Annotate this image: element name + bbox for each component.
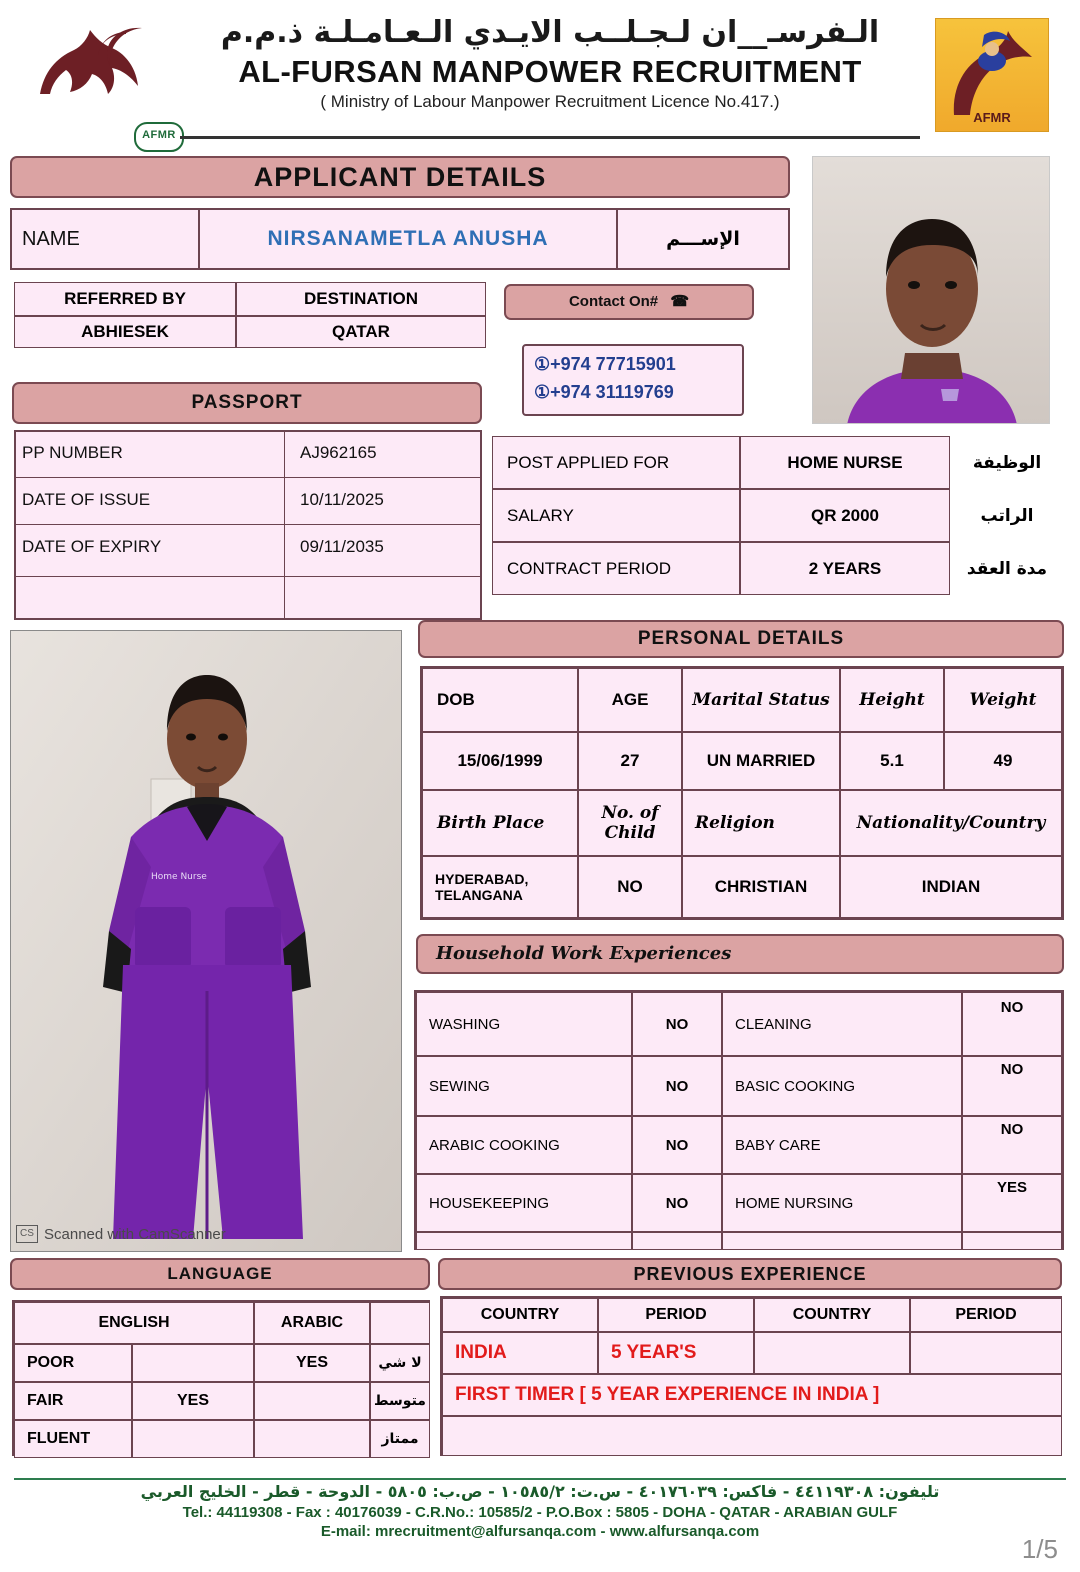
contract-period-label: CONTRACT PERIOD — [492, 542, 740, 595]
household-empty-cell-2 — [632, 1232, 722, 1250]
household-label-washing: WASHING — [416, 992, 632, 1056]
household-empty-cell-4 — [962, 1232, 1062, 1250]
height-value: 5.1 — [840, 732, 944, 790]
prev-experience-empty-row — [442, 1416, 1062, 1456]
applicant-details-title: APPLICANT DETAILS — [10, 156, 790, 198]
prev-period-2-value — [910, 1332, 1062, 1374]
language-col-english: ENGLISH — [14, 1302, 254, 1344]
household-empty-cell-1 — [416, 1232, 632, 1250]
salary-value: QR 2000 — [740, 489, 950, 542]
post-applied-value: HOME NURSE — [740, 436, 950, 489]
contract-period-arabic: مدة العقد — [966, 558, 1048, 579]
contract-period-value: 2 YEARS — [740, 542, 950, 595]
contract-period-row — [492, 542, 1064, 595]
household-work-title: Household Work Experiences — [416, 934, 1064, 974]
full-body-photo-illustration — [11, 631, 402, 1252]
applicant-photo-full — [10, 630, 402, 1252]
pp-number-label: PP NUMBER — [22, 443, 123, 462]
personal-details-table — [420, 666, 1064, 920]
household-label-home-nursing: HOME NURSING — [722, 1174, 962, 1232]
dob-value: 15/06/1999 — [422, 732, 578, 790]
marital-status-value: UN MARRIED — [682, 732, 840, 790]
language-english-fair: YES — [132, 1382, 254, 1420]
prev-header-country-2: COUNTRY — [754, 1298, 910, 1332]
salary-arabic: الراتب — [980, 505, 1034, 526]
company-name-english: AL-FURSAN MANPOWER RECRUITMENT — [238, 54, 862, 89]
prev-country-1-value: INDIA — [442, 1332, 598, 1374]
nationality-header: Nationality/Country — [840, 790, 1062, 856]
afmr-badge-left: AFMR — [134, 122, 184, 152]
pp-number-value: AJ962165 — [300, 443, 377, 462]
afmr-badge-right: AFMR — [973, 110, 1011, 125]
children-value: NO — [578, 856, 682, 918]
household-value-washing: NO — [632, 992, 722, 1056]
household-value-baby-care: NO — [962, 1116, 1062, 1174]
portrait-photo-illustration — [813, 157, 1050, 424]
household-label-basic-cooking: BASIC COOKING — [722, 1056, 962, 1116]
document-footer — [0, 1482, 1080, 1544]
page-number: 1/5 — [1021, 1534, 1058, 1564]
applicant-photo-portrait — [812, 156, 1050, 424]
prev-header-country-1: COUNTRY — [442, 1298, 598, 1332]
household-value-sewing: NO — [632, 1056, 722, 1116]
dob-header: DOB — [422, 668, 578, 732]
prev-header-period-1: PERIOD — [598, 1298, 754, 1332]
footer-divider — [14, 1478, 1066, 1480]
header-titles — [180, 14, 920, 112]
passport-title: PASSPORT — [12, 382, 482, 424]
camscanner-text: Scanned with CamScanner — [44, 1225, 226, 1243]
footer-email: E-mail: mrecruitment@alfursanqa.com - www.alfursanqa.com — [320, 1523, 760, 1540]
marital-status-header: Marital Status — [682, 668, 840, 732]
prev-period-1-value: 5 YEAR'S — [598, 1332, 754, 1374]
language-arabic-label-poor: لا شي — [370, 1344, 430, 1382]
children-header: No. of Child — [578, 790, 682, 856]
footer-english: Tel.: 44119308 - Fax : 40176039 - C.R.No.: 10585/2 - P.O.Box : 5805 - DOHA - QATAR - ARABIAN GULF — [182, 1504, 898, 1521]
destination-value: QATAR — [236, 316, 486, 348]
camscanner-watermark — [16, 1222, 276, 1246]
language-level-fluent: FLUENT — [14, 1420, 132, 1458]
language-level-poor: POOR — [14, 1344, 132, 1382]
destination-label: DESTINATION — [236, 282, 486, 316]
household-value-arabic-cooking: NO — [632, 1116, 722, 1174]
document-header — [0, 0, 1080, 140]
language-arabic-label-fair: متوسط — [370, 1382, 430, 1420]
household-label-baby-care: BABY CARE — [722, 1116, 962, 1174]
passport-column-divider — [284, 430, 285, 620]
language-english-fluent — [132, 1420, 254, 1458]
nationality-value: INDIAN — [840, 856, 1062, 918]
horse-logo-icon — [30, 24, 150, 104]
referred-by-label: REFERRED BY — [14, 282, 236, 316]
previous-experience-title: PREVIOUS EXPERIENCE — [438, 1258, 1062, 1290]
religion-header: Religion — [682, 790, 840, 856]
prev-experience-note: FIRST TIMER [ 5 YEAR EXPERIENCE IN INDIA ] — [442, 1374, 1062, 1416]
language-col-arabic-blank — [370, 1302, 430, 1344]
pp-issue-value: 10/11/2025 — [300, 490, 384, 509]
language-level-fair: FAIR — [14, 1382, 132, 1420]
contact-title — [504, 284, 754, 320]
household-value-housekeeping: NO — [632, 1174, 722, 1232]
language-english-poor — [132, 1344, 254, 1382]
personal-details-title: PERSONAL DETAILS — [418, 620, 1064, 658]
camscanner-badge: CS — [16, 1225, 38, 1243]
household-value-home-nursing: YES — [962, 1174, 1062, 1232]
household-label-cleaning: CLEANING — [722, 992, 962, 1056]
household-empty-cell-3 — [722, 1232, 962, 1250]
name-value: NIRSANAMETLA ANUSHA — [267, 227, 549, 250]
name-label-arabic: الإســـم — [666, 228, 740, 250]
pp-expiry-label: DATE OF EXPIRY — [22, 537, 162, 556]
phone-icon: ☎ — [670, 293, 690, 310]
footer-arabic: تليفون: ٤٤١١٩٣٠٨ - فاكس: ٤٠١٧٦٠٣٩ - س.ت: ١٠٥٨٥/٢ - ص.ب: ٥٨٠٥ - الدوحة - قطر - الخليج العربي — [140, 1482, 940, 1501]
household-label-housekeeping: HOUSEKEEPING — [416, 1174, 632, 1232]
age-header: AGE — [578, 668, 682, 732]
religion-value: CHRISTIAN — [682, 856, 840, 918]
referred-by-value: ABHIESEK — [14, 316, 236, 348]
salary-label: SALARY — [492, 489, 740, 542]
household-value-basic-cooking: NO — [962, 1056, 1062, 1116]
prev-country-2-value — [754, 1332, 910, 1374]
height-header: Height — [840, 668, 944, 732]
language-arabic-fair — [254, 1382, 370, 1420]
language-arabic-poor: YES — [254, 1344, 370, 1382]
language-title: LANGUAGE — [10, 1258, 430, 1290]
header-divider — [180, 136, 920, 139]
phone-number-1: ①+974 77715901 — [534, 354, 676, 374]
passport-row-divider-1 — [14, 477, 482, 478]
pp-expiry-value: 09/11/2035 — [300, 537, 384, 556]
weight-header: Weight — [944, 668, 1062, 732]
weight-value: 49 — [944, 732, 1062, 790]
company-logo-right — [935, 18, 1049, 132]
language-table — [12, 1300, 430, 1456]
language-arabic-fluent — [254, 1420, 370, 1458]
pp-issue-label: DATE OF ISSUE — [22, 490, 151, 509]
age-value: 27 — [578, 732, 682, 790]
previous-experience-table — [440, 1296, 1062, 1456]
passport-row-divider-3 — [14, 576, 482, 577]
birth-place-value: HYDERABAD, TELANGANA — [422, 856, 578, 918]
svg-text:Home Nurse: Home Nurse — [151, 872, 207, 882]
company-name-arabic: الـفرسـ__ان لـجـلــب الايـدي الـعـامـلـة ذ.م.م — [220, 15, 880, 50]
phone-number-2: ①+974 31119769 — [534, 382, 674, 402]
post-applied-label: POST APPLIED FOR — [492, 436, 740, 489]
contact-title-text: Contact On# — [568, 293, 659, 310]
language-col-arabic: ARABIC — [254, 1302, 370, 1344]
post-applied-arabic: الوظيفة — [972, 452, 1042, 473]
language-arabic-label-fluent: ممتاز — [370, 1420, 430, 1458]
birth-place-header: Birth Place — [422, 790, 578, 856]
household-label-arabic-cooking: ARABIC COOKING — [416, 1116, 632, 1174]
company-logo-left — [22, 18, 176, 141]
salary-row — [492, 489, 1064, 542]
licence-line: ( Ministry of Labour Manpower Recruitment Licence No.417.) — [320, 92, 780, 111]
prev-header-period-2: PERIOD — [910, 1298, 1062, 1332]
passport-row-divider-2 — [14, 524, 482, 525]
household-work-table — [414, 990, 1064, 1250]
household-label-sewing: SEWING — [416, 1056, 632, 1116]
name-label: NAME — [22, 227, 80, 250]
post-applied-row — [492, 436, 1064, 489]
household-value-cleaning: NO — [962, 992, 1062, 1056]
